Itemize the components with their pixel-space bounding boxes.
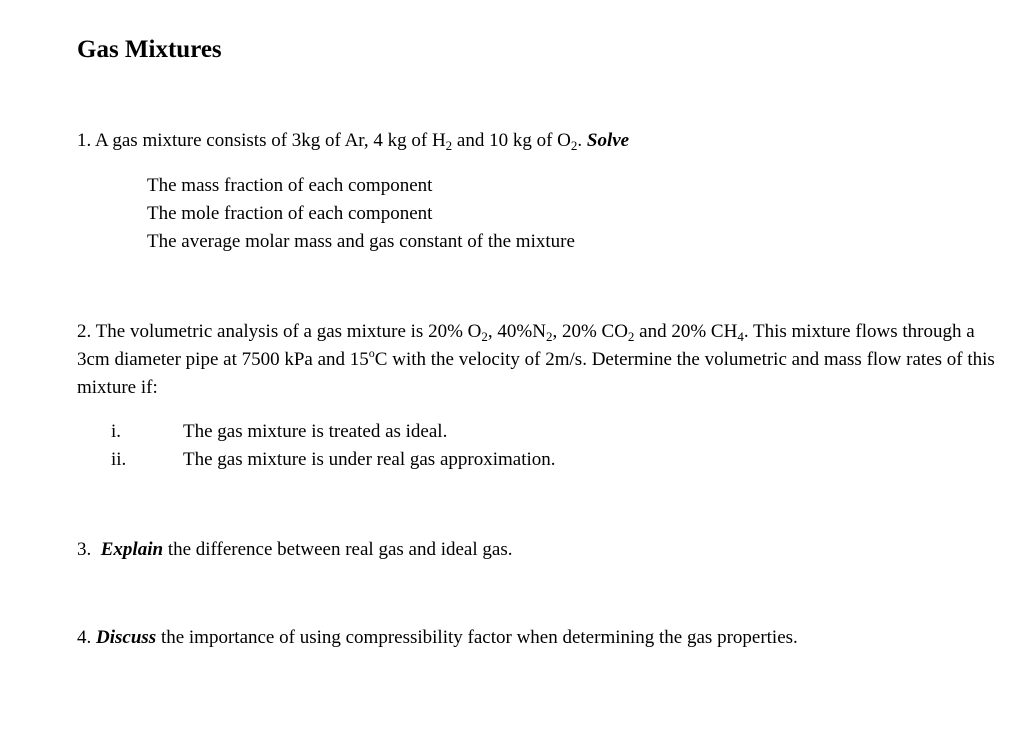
question-2-text: 2. The volumetric analysis of a gas mixture is 20% O bbox=[77, 321, 482, 342]
list-item-text: The mole fraction of each component bbox=[147, 203, 433, 224]
list-item-number: ii. bbox=[111, 449, 127, 470]
question-4-number: 4. bbox=[77, 627, 96, 648]
subscript: 2 bbox=[545, 329, 553, 344]
question-3-text: the difference between real gas and ideal gas. bbox=[163, 539, 513, 560]
subscript: 2 bbox=[570, 138, 578, 153]
question-4-emphasis: Discuss bbox=[96, 627, 157, 648]
question-1 bbox=[77, 127, 977, 155]
question-2-text: , 40%N bbox=[487, 321, 546, 342]
subscript: 2 bbox=[627, 329, 635, 344]
question-3-emphasis: Explain bbox=[100, 539, 164, 560]
question-4 bbox=[77, 624, 977, 652]
list-item-text: The average molar mass and gas constant of the mixture bbox=[147, 231, 575, 252]
question-1-text: . bbox=[577, 130, 587, 151]
subscript: 2 bbox=[445, 138, 453, 153]
list-item-text: The gas mixture is under real gas approximation. bbox=[183, 449, 556, 470]
list-item-text: The mass fraction of each component bbox=[147, 175, 433, 196]
question-2-text: , 20% CO bbox=[552, 321, 628, 342]
list-item-number: i. bbox=[111, 421, 122, 442]
question-2 bbox=[77, 318, 1007, 402]
subscript: 2 bbox=[481, 329, 488, 344]
question-3-number: 3. bbox=[77, 539, 101, 560]
question-1-text: and 10 kg of O bbox=[452, 130, 571, 151]
question-1-text: 1. A gas mixture consists of 3kg of Ar, 4 kg of H bbox=[77, 130, 446, 151]
superscript: o bbox=[368, 346, 375, 360]
question-1-emphasis: Solve bbox=[586, 130, 630, 151]
question-2-text: C with the velocity of 2m/s. Determine the volumetric and mass flow rates of this mixture if: bbox=[77, 349, 995, 398]
page-title: Gas Mixtures bbox=[77, 36, 222, 63]
question-3 bbox=[77, 536, 977, 564]
question-2-text: and 20% CH bbox=[634, 321, 738, 342]
question-2-text: . This mixture flows through a 3cm diameter pipe at 7500 kPa and 15 bbox=[77, 321, 975, 370]
subscript: 4 bbox=[737, 329, 744, 344]
question-4-text: the importance of using compressibility factor when determining the gas properties. bbox=[156, 627, 798, 648]
list-item-text: The gas mixture is treated as ideal. bbox=[183, 421, 448, 442]
